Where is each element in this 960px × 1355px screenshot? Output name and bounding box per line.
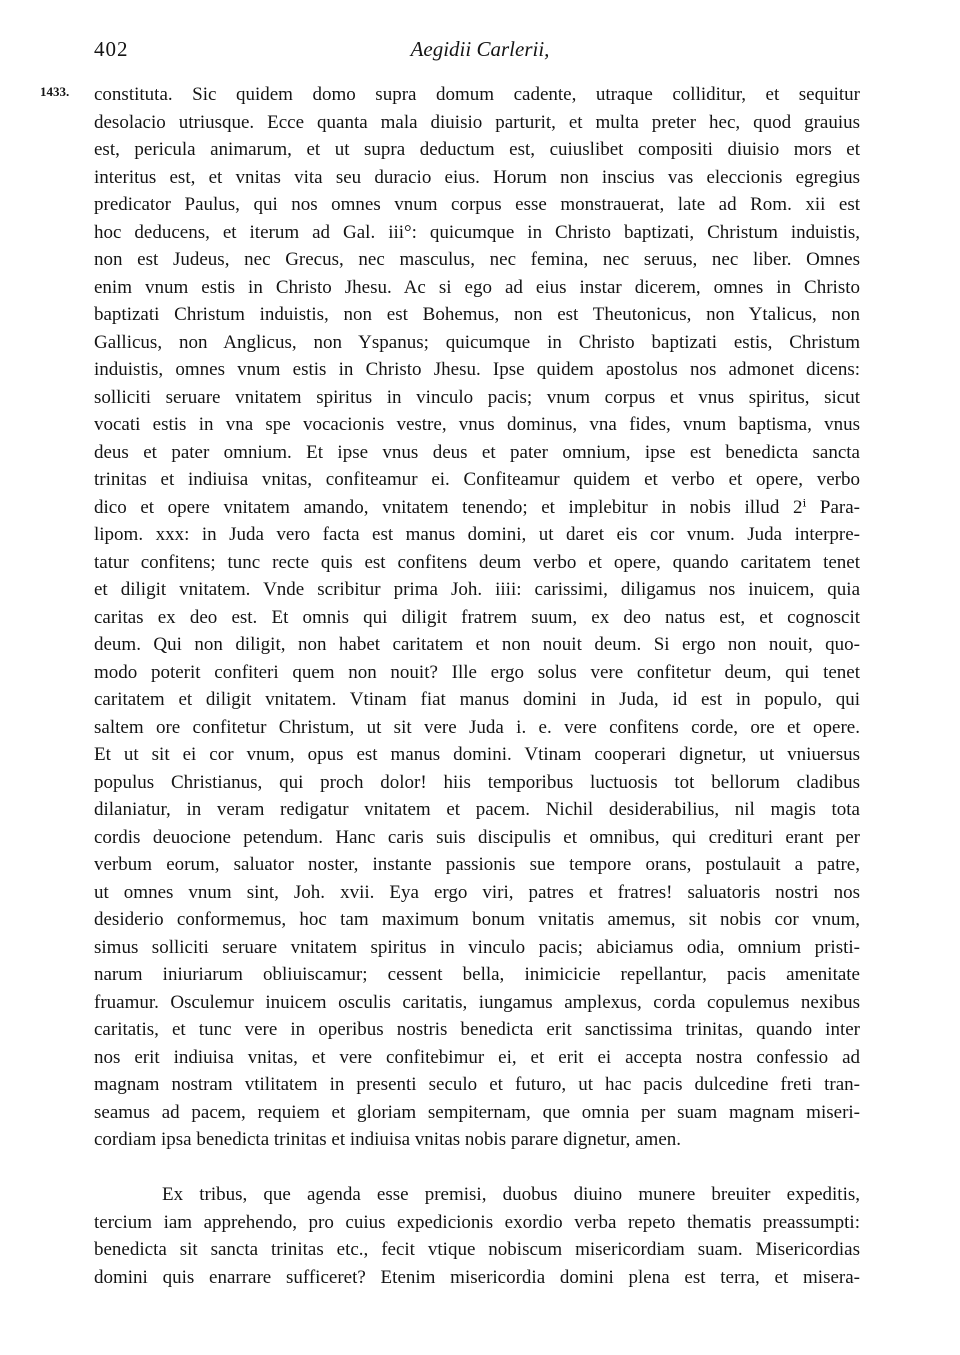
text-line: populus Christianus, qui proch dolor! hiis temporibus luctuosis tot bellorum cladibus	[94, 771, 860, 793]
text-line: enim vnum estis in Christo Jhesu. Ac si ego ad eius instar dicerem, omnes in Christo	[94, 276, 860, 298]
text-line: desiderio conformemus, hoc tam maximum bonum vnitatis amemus, sit nobis cor vnum,	[94, 909, 860, 930]
text-line: caritatis, et tunc vere in operibus nostris benedicta erit sanctissima trinitas, quando inter	[94, 1019, 860, 1040]
text-line: seamus ad pacem, requiem et gloriam sempiternam, que omnia per suam magnam miseri-	[94, 1101, 860, 1123]
paragraph-main	[94, 81, 860, 1154]
text-line: baptizati Christum induistis, non est Bohemus, non est Theutonicus, non Ytalicus, non	[94, 304, 860, 325]
text-line: dico et opere vnitatem amando, vnitatem tenendo; et implebitur in nobis illud 2ⁱ Para-	[94, 496, 860, 518]
text-line: Gallicus, non Anglicus, non Yspanus; quicumque in Christo baptizati estis, Christum	[94, 331, 860, 353]
text-line: trinitas et indiuisa vnitas, confiteamur ei. Confiteamur quidem et verbo et opere, verbo	[94, 469, 860, 490]
margin-note-year: 1433.	[40, 84, 70, 99]
paragraph-second	[94, 1181, 860, 1291]
running-title: Aegidii Carlerii,	[410, 37, 550, 61]
text-line: solliciti seruare vnitatem spiritus in vinculo pacis; vnum corpus et vnus spiritus, sicut	[94, 386, 860, 408]
text-line: domini quis enarrare sufficeret? Etenim misericordia domini plena est terra, et misera-	[94, 1266, 860, 1288]
text-line: simus solliciti seruare vnitatem spiritus in vinculo pacis; abiciamus odia, omnium pristi-	[94, 936, 860, 958]
text-line: predicator Paulus, qui nos omnes vnum corpus esse monstrauerat, late ad Rom. xii est	[94, 194, 860, 215]
text-line: desolacio utriusque. Ecce quanta mala diuisio parturit, et multa preter hec, quod grauius	[94, 111, 860, 133]
text-line: verbum eorum, saluator noster, instante passionis sue tempore orans, postulauit a patre,	[94, 854, 860, 875]
text-line: interitus est, et vnitas vita seu duracio eius. Horum non inscius vas eleccionis egregius	[94, 166, 860, 188]
text-line: benedicta sit sancta trinitas etc., fecit vtique nobiscum misericordiam suam. Misericordias	[94, 1239, 860, 1260]
text-line: induistis, omnes vnum estis in Christo Jhesu. Ipse quidem apostolus nos admonet dicens:	[94, 359, 860, 380]
text-line: lipom. xxx: in Juda vero facta est manus domini, ut daret eis cor vnum. Juda interpre-	[94, 524, 860, 545]
text-line: Et ut sit ei cor vnum, opus est manus domini. Vtinam cooperari dignetur, ut vniuersus	[94, 744, 860, 765]
page-number: 402	[94, 37, 129, 61]
text-line: nos erit indiuisa vnitas, et vere confitebimur ei, et erit ei accepta nostra confessio ad	[94, 1046, 860, 1068]
text-line: est, pericula animarum, et ut supra deductum est, cuiuslibet compositi diuisio mors et	[94, 139, 860, 160]
text-line: narum iniuriarum obliuiscamur; cessent bella, inimicicie repellantur, pacis amenitate	[94, 964, 860, 985]
text-line: modo poterit confiteri quem non nouit? Ille ergo solus vere confitetur deum, qui tenet	[94, 661, 860, 683]
text-line: vocati estis in vna spe vocacionis vestre, vnus dominus, vna fides, vnum baptisma, vnus	[94, 414, 860, 435]
text-line: saltem ore confitetur Christum, ut sit vere Juda i. e. vere confitens corde, ore et opere.	[94, 716, 860, 738]
text-line: caritas ex deo est. Et omnis qui diligit fratrem suum, ex deo natus est, et cognoscit	[94, 606, 860, 628]
text-line: ut omnes vnum sint, Joh. xvii. Eya ergo viri, patres et fratres! saluatoris nostri nos	[94, 881, 860, 903]
text-line: caritatem et diligit vnitatem. Vtinam fiat manus domini in Juda, id est in populo, qui	[94, 689, 860, 710]
text-line: tercium iam apprehendo, pro cuius expedicionis exordio verba repeto thematis preassumpti:	[94, 1211, 860, 1233]
text-line: deus et pater omnium. Et ipse vnus deus et pater omnium, ipse est benedicta sancta	[94, 441, 860, 463]
text-line: cordis deuocione petendum. Hanc caris suis discipulis et omnibus, qui credituri erant per	[94, 826, 860, 848]
text-line: cordiam ipsa benedicta trinitas et indiuisa vnitas nobis parare dignetur, amen.	[94, 1129, 682, 1150]
text-line: Ex tribus, que agenda esse premisi, duobus diuino munere breuiter expeditis,	[162, 1184, 860, 1205]
text-line: constituta. Sic quidem domo supra domum cadente, utraque colliditur, et sequitur	[94, 84, 860, 105]
text-line: hoc deducens, et iterum ad Gal. iii°: quicumque in Christo baptizati, Christum induistis,	[94, 221, 860, 243]
text-line: et diligit vnitatem. Vnde scribitur prima Joh. iiii: carissimi, diligamus nos inuicem, quia	[94, 579, 860, 600]
text-line: non est Judeus, nec Grecus, nec masculus, nec femina, nec seruus, nec liber. Omnes	[94, 249, 860, 270]
text-line: dilaniatur, in veram redigatur vnitatem et pacem. Nichil desiderabilius, nil magis tota	[94, 799, 860, 820]
text-line: fruamur. Osculemur inuicem osculis caritatis, iungamus amplexus, corda copulemus nexibus	[94, 991, 860, 1013]
text-line: magnam nostram vtilitatem in presenti seculo et futuro, ut hac pacis dulcedine freti tran-	[94, 1074, 860, 1095]
text-line: tatur confitens; tunc recte quis est confitens deum verbo et opere, quando caritatem tenet	[94, 551, 860, 573]
text-line: deum. Qui non diligit, non habet caritatem et non nouit deum. Si ergo non nouit, quo-	[94, 634, 860, 655]
